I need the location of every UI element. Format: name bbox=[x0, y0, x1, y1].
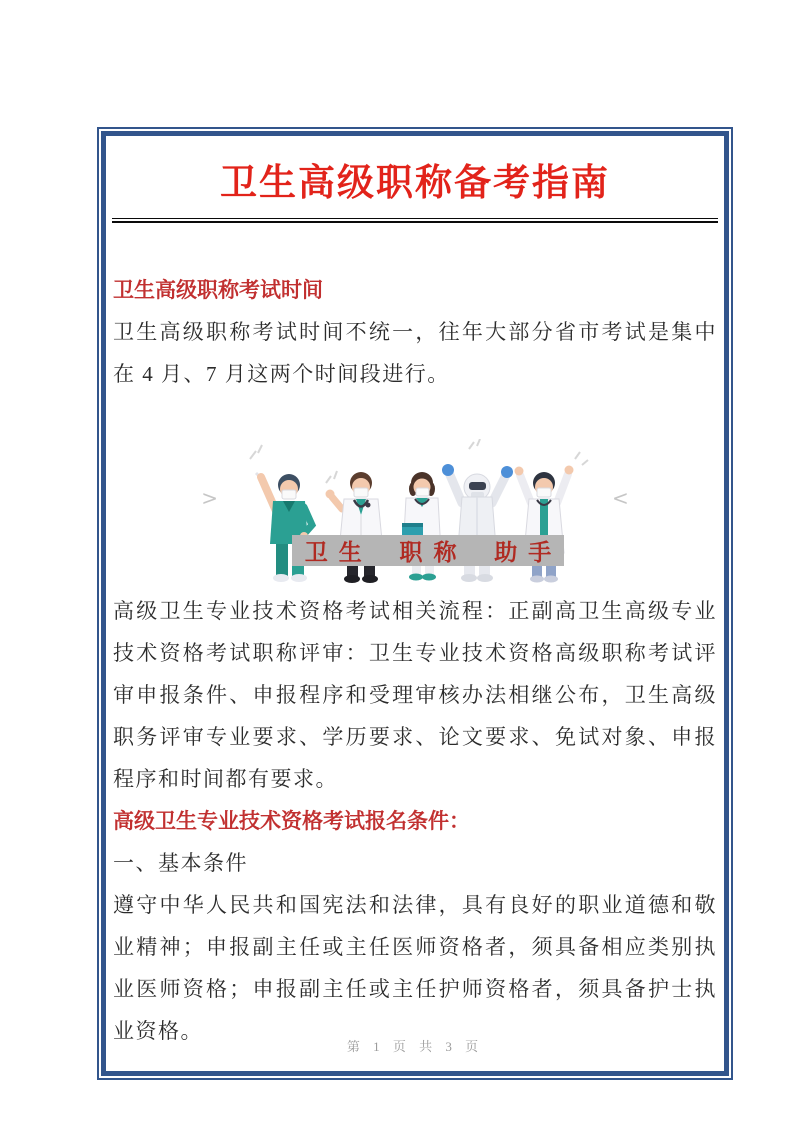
page-border-frame bbox=[97, 127, 733, 1080]
medical-staff-illustration bbox=[113, 439, 717, 584]
illustration-canvas bbox=[226, 439, 604, 584]
basic-conditions-label: 一、基本条件 bbox=[113, 851, 248, 875]
page-border-inner bbox=[101, 131, 729, 1076]
title-divider bbox=[112, 218, 718, 223]
section-heading-exam-time: 卫生高级职称考试时间 bbox=[113, 278, 323, 302]
banner-text: 卫生 职称 助手 bbox=[304, 540, 563, 565]
carousel-prev-icon: > bbox=[201, 485, 218, 510]
carousel-next-icon: < bbox=[612, 485, 629, 510]
exam-time-paragraph: 卫生高级职称考试时间不统一，往年大部分省市考试是集中在 4 月、7 月这两个时间段进行。 bbox=[113, 320, 717, 386]
basic-conditions-paragraph: 遵守中华人民共和国宪法和法律，具有良好的职业道德和敬业精神；申报副主任或主任医师资格者，须具备相应类别执业医师资格；申报副主任或主任护师资格者，须具备护士执业资格。 bbox=[113, 893, 717, 1043]
section-heading-requirements: 高级卫生专业技术资格考试报名条件： bbox=[113, 809, 470, 833]
process-paragraph: 高级卫生专业技术资格考试相关流程：正副高卫生高级专业技术资格考试职称评审：卫生专业技术资格高级职称考试评审申报条件、申报程序和受理审核办法相继公布，卫生高级职务评审专业要求、学历要求、论文要求、免试对象、申报程序和时间都有要求。 bbox=[113, 599, 717, 791]
page-number: 第 1 页 共 3 页 bbox=[346, 1039, 484, 1054]
document-body bbox=[113, 269, 717, 1052]
illustration-banner bbox=[292, 535, 564, 566]
page-title: 卫生高级职称备考指南 bbox=[220, 163, 610, 204]
